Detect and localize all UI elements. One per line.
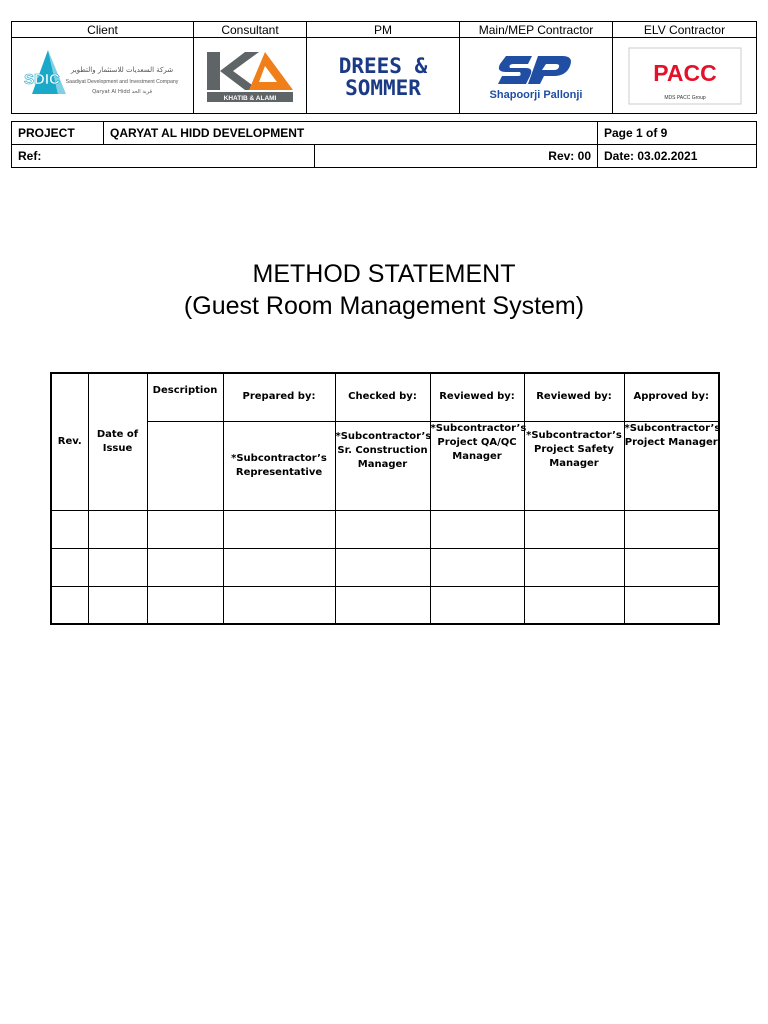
role-consultant: Consultant xyxy=(194,22,307,38)
pacc-text: PACC xyxy=(652,59,717,86)
sdic-mark: SDIC xyxy=(23,70,60,88)
drees-sommer-logo-icon xyxy=(311,51,455,101)
revision-number: Rev: 00 xyxy=(315,145,598,168)
date-of-issue-header: Date of Issue xyxy=(88,373,147,510)
reviewed-by-role-2: *Subcontractor’s Project Safety Manager xyxy=(524,421,624,510)
elv-contractor-logo-cell xyxy=(613,38,757,114)
document-subtitle: (Guest Room Management System) xyxy=(183,292,585,320)
checked-by-header: Checked by: xyxy=(335,373,430,421)
ref-label: Ref: xyxy=(12,145,315,168)
client-logo-cell xyxy=(12,38,194,114)
prepared-by-header: Prepared by: xyxy=(223,373,335,421)
client-english-name: Saadiyat Development and Investment Company xyxy=(65,78,178,85)
reviewed-by-header: Reviewed by: xyxy=(430,373,524,421)
revision-approval-table xyxy=(50,372,720,625)
pacc-logo-icon xyxy=(628,47,742,105)
reviewed-by-header-2: Reviewed by: xyxy=(524,373,624,421)
page-number: Page 1 of 9 xyxy=(598,122,757,145)
description-header: Description xyxy=(147,373,223,421)
sommer-line: SOMMER xyxy=(345,75,421,100)
role-main-contractor: Main/MEP Contractor xyxy=(460,22,613,38)
main-contractor-logo-cell xyxy=(460,38,613,114)
pacc-subtext: MDS PACC Group xyxy=(663,94,706,101)
drees-line: DREES & xyxy=(338,53,428,78)
approved-by-header: Approved by: xyxy=(624,373,719,421)
description-cell xyxy=(147,421,223,510)
table-row xyxy=(51,510,719,548)
pm-logo-cell xyxy=(307,38,460,114)
role-elv-contractor: ELV Contractor xyxy=(613,22,757,38)
table-row xyxy=(51,586,719,624)
prepared-by-role: *Subcontractor’s Representative xyxy=(223,421,335,510)
logo-header-table xyxy=(11,21,757,114)
rev-column-header: Rev. xyxy=(51,373,88,510)
khatib-alami-text: KHATIB & ALAMI xyxy=(223,94,277,102)
project-name: QARYAT AL HIDD DEVELOPMENT xyxy=(104,122,598,145)
checked-by-role: *Subcontractor’s Sr. Construction Manager xyxy=(335,421,430,510)
role-pm: PM xyxy=(307,22,460,38)
approved-by-role: *Subcontractor’s Project Manager xyxy=(624,421,719,510)
consultant-logo-cell xyxy=(194,38,307,114)
khatib-alami-logo-icon xyxy=(205,48,295,104)
shapoorji-text: Shapoorji Pallonji xyxy=(489,88,583,101)
client-arabic-name: شركة السعديات للاستثمار والتطوير xyxy=(70,65,173,74)
table-row xyxy=(51,548,719,586)
sdic-logo-icon xyxy=(18,46,188,106)
project-label: PROJECT xyxy=(12,122,104,145)
document-title: METHOD STATEMENT xyxy=(252,260,516,288)
shapoorji-pallonji-logo-icon xyxy=(462,48,610,104)
reviewed-by-role: *Subcontractor’s Project QA/QC Manager xyxy=(430,421,524,510)
role-client: Client xyxy=(12,22,194,38)
client-location: Qaryat Al Hidd قرية الحد xyxy=(91,88,152,95)
project-info-table xyxy=(11,121,757,168)
issue-date: Date: 03.02.2021 xyxy=(598,145,757,168)
